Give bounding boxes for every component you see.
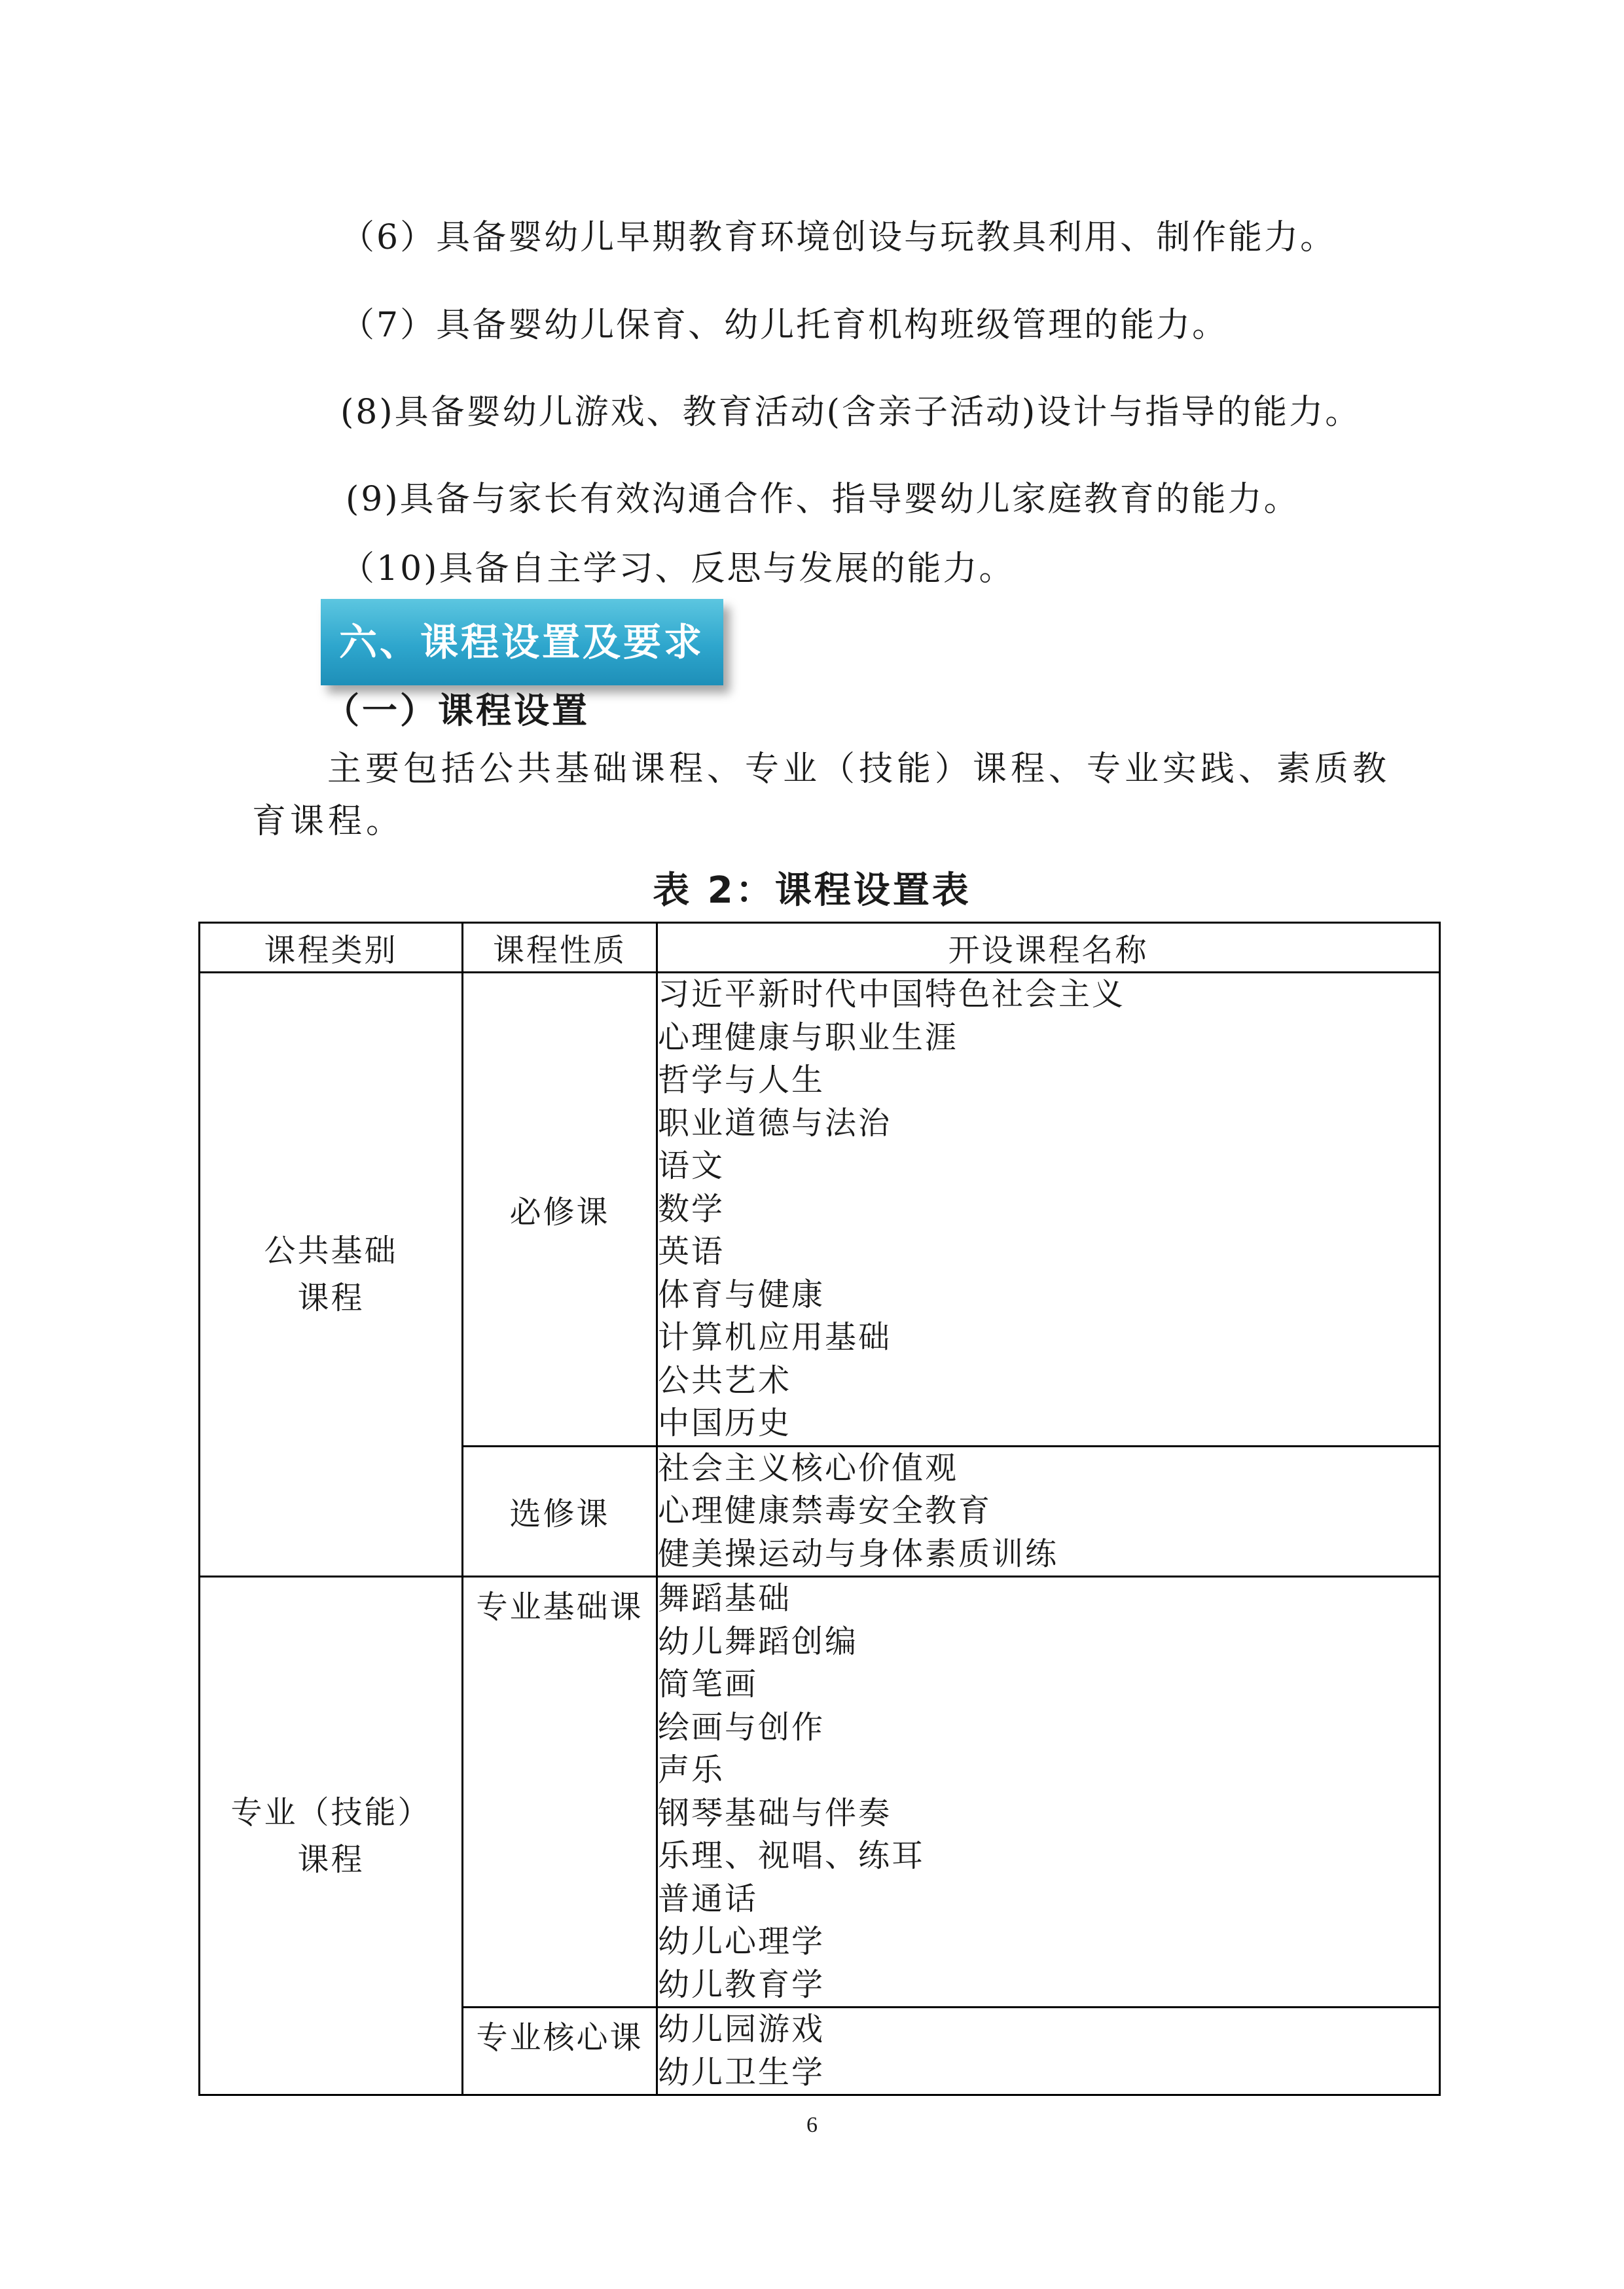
table-caption: 表 2：课程设置表: [653, 869, 971, 912]
course-name: 幼儿教育学: [658, 1966, 825, 2003]
nature-cell-professional-basic: 专业基础课: [463, 1577, 657, 2008]
course-name: 英语: [658, 1233, 725, 1270]
nature-cell-required: 必修课: [463, 973, 657, 1447]
course-name: 职业道德与法治: [658, 1104, 892, 1142]
course-name: 绘画与创作: [658, 1708, 825, 1746]
nature-cell-elective: 选修课: [463, 1446, 657, 1577]
ability-item-7: （7）具备婴幼儿保育、幼儿托育机构班级管理的能力。: [340, 306, 1229, 345]
section-title: 六、课程设置及要求: [339, 620, 705, 664]
table-row: [200, 1577, 1440, 2008]
course-name: 心理健康禁毒安全教育: [658, 1492, 992, 1529]
course-name: 幼儿心理学: [658, 1923, 825, 1960]
table-row: [200, 973, 1440, 1447]
course-name: 健美操运动与身体素质训练: [658, 1535, 1059, 1572]
course-list-professional-core: [657, 2008, 1440, 2095]
course-name: 中国历史: [658, 1405, 792, 1441]
course-name: 钢琴基础与伴奏: [658, 1794, 892, 1831]
category-label-line2: 课程: [297, 1841, 365, 1878]
course-name: 心理健康与职业生涯: [658, 1018, 959, 1056]
course-name: 哲学与人生: [658, 1062, 825, 1098]
ability-item-6: （6）具备婴幼儿早期教育环境创设与玩教具利用、制作能力。: [340, 218, 1337, 257]
course-name: 舞蹈基础: [658, 1580, 792, 1617]
header-category: 课程类别: [200, 923, 463, 973]
course-name: 体育与健康: [658, 1276, 825, 1313]
header-nature: 课程性质: [463, 923, 657, 973]
nature-cell-professional-core: 专业核心课: [463, 2008, 657, 2095]
course-name: 幼儿舞蹈创编: [658, 1623, 859, 1660]
ability-item-10: （10)具备自主学习、反思与发展的能力。: [340, 549, 1015, 588]
course-name: 乐理、视唱、练耳: [658, 1837, 926, 1874]
course-name: 声乐: [658, 1752, 725, 1788]
course-list-elective: [657, 1446, 1440, 1577]
ability-item-8: (8)具备婴幼儿游戏、教育活动(含亲子活动)设计与指导的能力。: [340, 393, 1362, 432]
category-label-line1: 公共基础: [264, 1233, 398, 1269]
course-name: 幼儿园游戏: [658, 2011, 825, 2047]
course-name: 幼儿卫生学: [658, 2053, 825, 2091]
course-name: 计算机应用基础: [658, 1319, 892, 1356]
table-header-row: [200, 923, 1440, 973]
category-label-line1: 专业（技能）: [230, 1793, 431, 1831]
course-list-professional-basic: [657, 1577, 1440, 2008]
course-name: 习近平新时代中国特色社会主义: [658, 976, 1126, 1013]
course-list-required: [657, 973, 1440, 1447]
subsection-title: （一）课程设置: [324, 690, 590, 731]
ability-item-9: (9)具备与家长有效沟通合作、指导婴幼儿家庭教育的能力。: [346, 480, 1300, 519]
header-course-names: 开设课程名称: [657, 923, 1440, 973]
category-cell-professional: [200, 1577, 463, 2095]
course-name: 数学: [658, 1190, 725, 1227]
course-name: 语文: [658, 1147, 725, 1184]
course-name: 社会主义核心价值观: [658, 1449, 959, 1487]
course-name: 普通话: [658, 1880, 759, 1917]
category-cell-public: [200, 973, 463, 1577]
course-table: [198, 922, 1441, 2096]
course-name: 公共艺术: [658, 1361, 792, 1399]
category-label-line2: 课程: [297, 1280, 365, 1316]
intro-paragraph: 主要包括公共基础课程、专业（技能）课程、专业实践、素质教育课程。: [252, 749, 1391, 841]
course-name: 简笔画: [658, 1666, 759, 1703]
page-number: 6: [806, 2113, 818, 2137]
section-banner: [321, 599, 723, 685]
